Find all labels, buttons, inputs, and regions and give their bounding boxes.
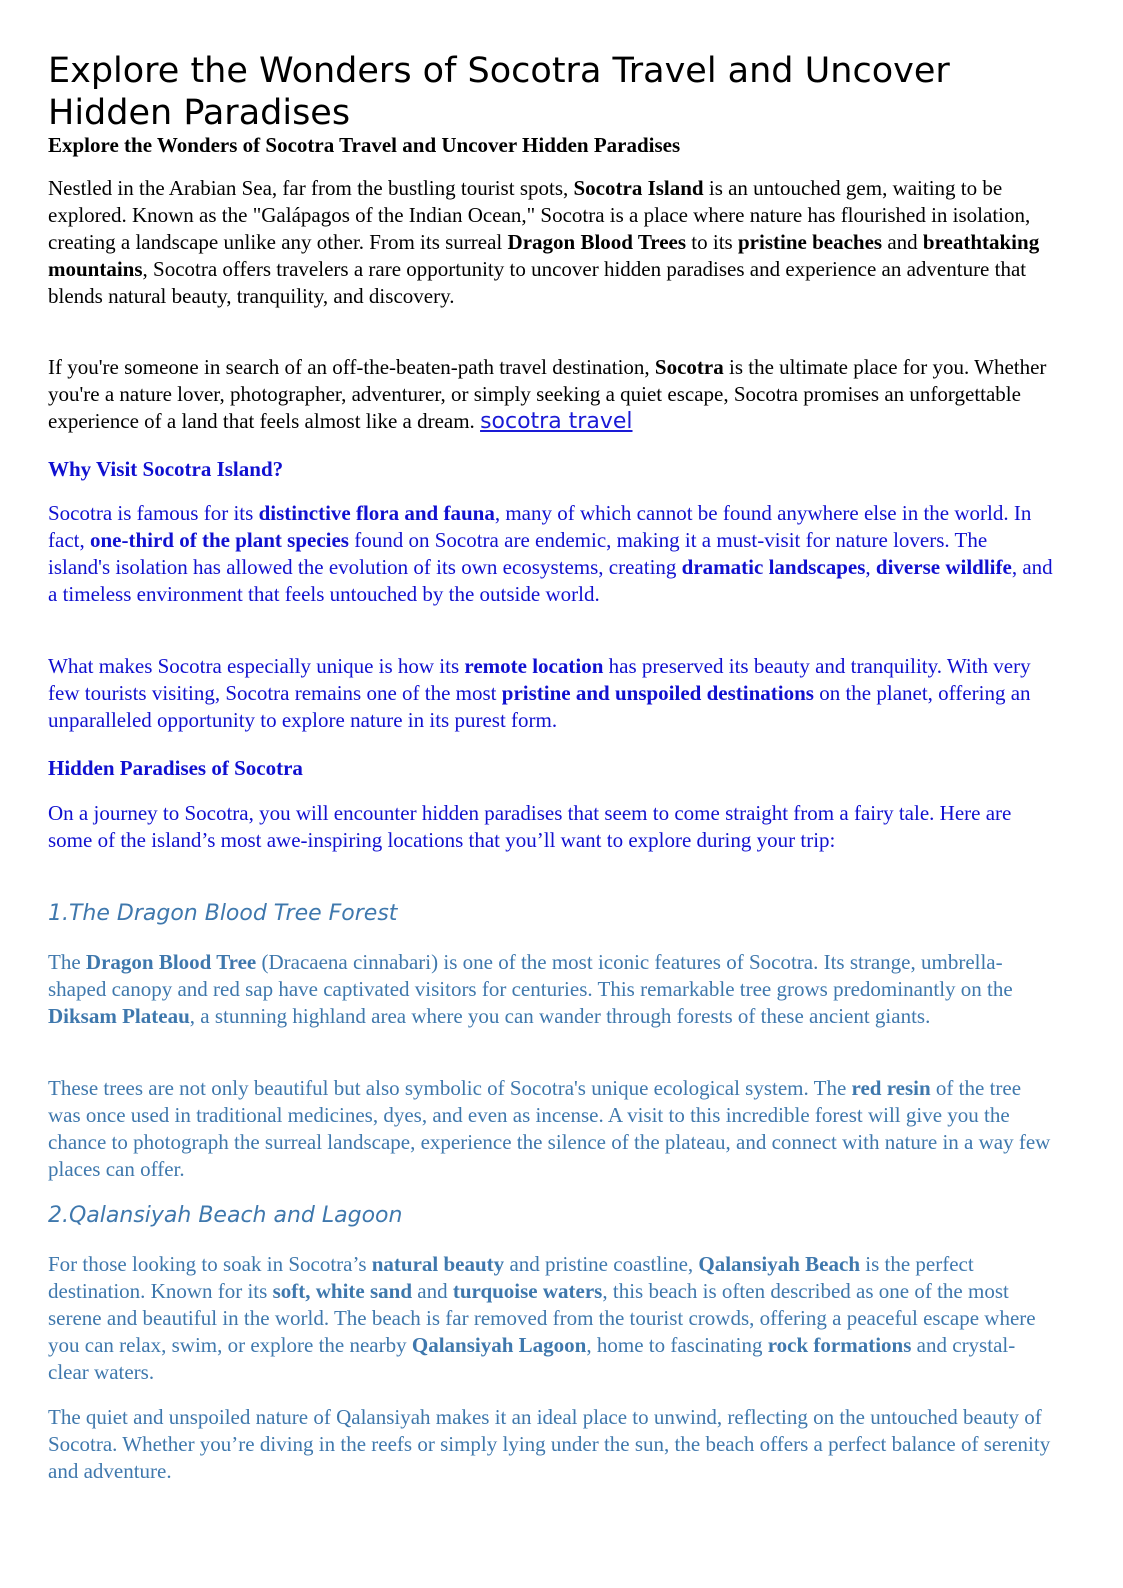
why-visit-heading: Why Visit Socotra Island? xyxy=(48,457,284,481)
text: Socotra is famous for its xyxy=(48,501,259,525)
text: , and a timeless environment that feels untouched by the outside world. xyxy=(48,555,1053,606)
text: These trees are not only beautiful but also symbolic of Socotra's unique ecological system. The xyxy=(48,1076,852,1100)
beach-paragraph-1 xyxy=(48,1251,1053,1386)
bold-text: turquoise waters xyxy=(452,1279,603,1303)
qalansiyah-heading: 2.Qalansiyah Beach and Lagoon xyxy=(48,1203,403,1228)
text: on the planet, offering an unparalleled opportunity to explore nature in its purest form. xyxy=(48,681,1031,732)
bold-text: remote location xyxy=(464,654,604,678)
bold-text: distinctive flora and fauna xyxy=(258,501,495,525)
text: , home to fascinating xyxy=(586,1333,768,1357)
text: , a stunning highland area where you can wander through forests of these ancient giants. xyxy=(189,1004,931,1028)
intro-paragraph-1 xyxy=(48,175,1053,310)
text: is the ultimate place for you. Whether you're a nature lover, photographer, adventurer, or simply seeking a quiet escape, Socotra promises an unforgettable experience of a land that feels almost like a dream. xyxy=(48,355,1047,433)
page-subtitle: Explore the Wonders of Socotra Travel and Uncover Hidden Paradises xyxy=(48,133,681,157)
text: What makes Socotra especially unique is how its xyxy=(48,654,465,678)
bold-text: diverse wildlife xyxy=(875,555,1012,579)
text: and xyxy=(412,1279,453,1303)
text: The xyxy=(48,950,86,974)
text: is the perfect destination. Known for its xyxy=(48,1252,974,1303)
bold-text: Qalansiyah Lagoon xyxy=(411,1333,587,1357)
text: and pristine coastline, xyxy=(504,1252,699,1276)
dragon-blood-heading: 1.The Dragon Blood Tree Forest xyxy=(48,901,398,926)
text: and xyxy=(882,230,923,254)
text: If you're someone in search of an off-the-beaten-path travel destination, xyxy=(48,355,655,379)
bold-text: breathtaking mountains xyxy=(48,230,1040,281)
bold-text: red resin xyxy=(851,1076,931,1100)
dragon-paragraph-2 xyxy=(48,1075,1053,1183)
beach-paragraph-2: The quiet and unspoiled nature of Qalansiyah makes it an ideal place to unwind, reflecting on the untouched beauty of Socotra. Whether you’re diving in the reefs or simply lying under the sun, the beach offers a perfect balance of serenity and adventure. xyxy=(48,1405,1051,1483)
bold-text: one-third of the plant species xyxy=(89,528,349,552)
intro-paragraph-2 xyxy=(48,354,1053,435)
text: is an untouched gem, waiting to be explored. Known as the "Galápagos of the Indian Ocean," Socotra is a place where nature has flourished in isolation, creating a landscape unlike any other. From its surreal xyxy=(48,176,1031,254)
text: For those looking to soak in Socotra’s xyxy=(48,1252,372,1276)
hidden-paradises-heading: Hidden Paradises of Socotra xyxy=(48,756,303,780)
text: (Dracaena cinnabari) is one of the most iconic features of Socotra. Its strange, umbrella-shaped canopy and red sap have captivated visitors for centuries. This remarkable tree grows predominantly on the xyxy=(48,950,1013,1001)
bold-text: Dragon Blood Trees xyxy=(507,230,687,254)
bold-text: rock formations xyxy=(767,1333,912,1357)
text: , xyxy=(865,555,876,579)
bold-text: Dragon Blood Tree xyxy=(85,950,257,974)
text: , this beach is often described as one of the most serene and beautiful in the world. The beach is far removed from the tourist crowds, offering a peaceful escape where you can relax, swim, or explore the nearby xyxy=(48,1279,1036,1357)
why-paragraph-2 xyxy=(48,653,1053,734)
text: has preserved its beauty and tranquility. With very few tourists visiting, Socotra remains one of the most xyxy=(48,654,1031,705)
bold-text: Socotra Island xyxy=(573,176,704,200)
page-title: Explore the Wonders of Socotra Travel and Uncover Hidden Paradises xyxy=(48,51,950,133)
bold-text: Diksam Plateau xyxy=(48,1004,190,1028)
text: found on Socotra are endemic, making it a must-visit for nature lovers. The island's isolation has allowed the evolution of its own ecosystems, creating xyxy=(48,528,988,579)
bold-text: pristine beaches xyxy=(737,230,883,254)
bold-text: dramatic landscapes xyxy=(681,555,866,579)
bold-text: natural beauty xyxy=(371,1252,505,1276)
why-paragraph-1 xyxy=(48,500,1053,608)
text: to its xyxy=(686,230,738,254)
bold-text: Qalansiyah Beach xyxy=(698,1252,861,1276)
hidden-paragraph: On a journey to Socotra, you will encounter hidden paradises that seem to come straight from a fairy tale. Here are some of the island’s most awe-inspiring locations that you’ll want to explore during your trip: xyxy=(48,801,1012,852)
text: Nestled in the Arabian Sea, far from the bustling tourist spots, xyxy=(48,176,574,200)
text: , Socotra offers travelers a rare opportunity to uncover hidden paradises and experience an adventure that blends natural beauty, tranquility, and discovery. xyxy=(48,257,1027,308)
bold-text: Socotra xyxy=(654,355,724,379)
text: , many of which cannot be found anywhere else in the world. In fact, xyxy=(48,501,1032,552)
bold-text: soft, white sand xyxy=(272,1279,412,1303)
dragon-paragraph-1 xyxy=(48,949,1053,1030)
text: and crystal-clear waters. xyxy=(48,1333,1016,1384)
bold-text: pristine and unspoiled destinations xyxy=(501,681,814,705)
text: of the tree was once used in traditional medicines, dyes, and even as incense. A visit to this incredible forest will give you the chance to photograph the surreal landscape, experience the silence of the plateau, and connect with nature in a way few places can offer. xyxy=(48,1076,1051,1181)
socotra-travel-link[interactable]: socotra travel xyxy=(480,409,633,434)
